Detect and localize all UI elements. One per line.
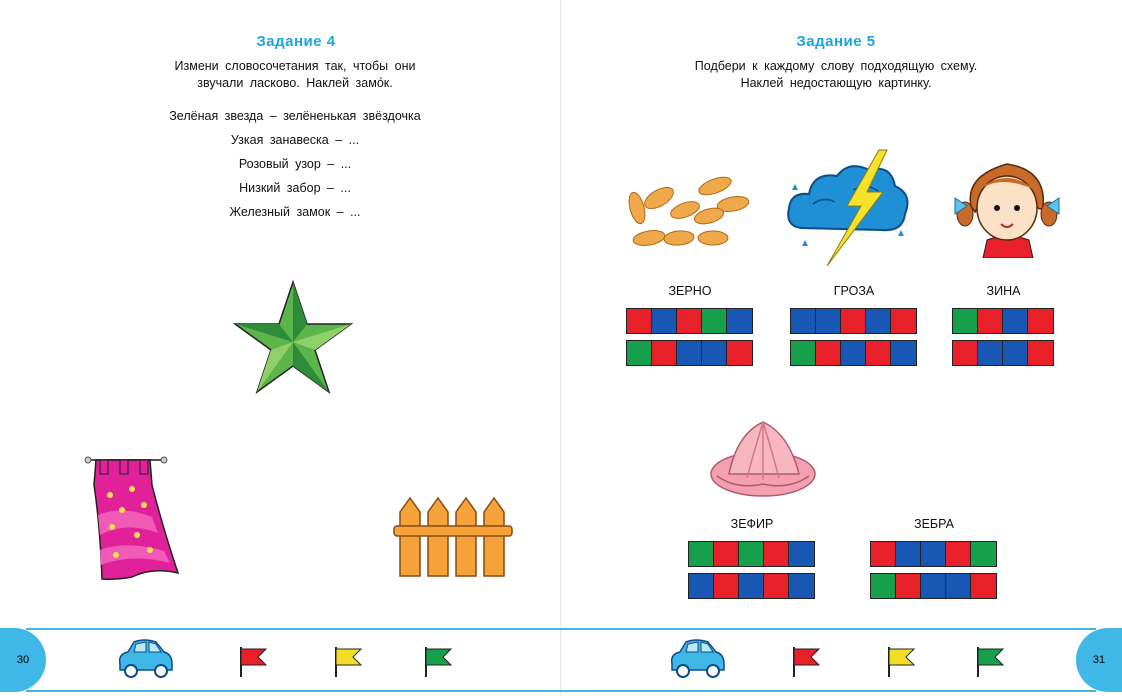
scheme-cell-blue xyxy=(891,341,916,365)
scheme-cell-blue xyxy=(866,309,891,333)
girl-icon[interactable] xyxy=(951,156,1063,258)
scheme-cell-red xyxy=(971,574,996,598)
sound-scheme[interactable] xyxy=(870,573,997,599)
green-flag-icon xyxy=(423,645,453,679)
task-5-instruction xyxy=(636,58,1036,92)
scheme-cell-green xyxy=(739,542,764,566)
scheme-cell-blue xyxy=(1003,309,1028,333)
scheme-cell-red xyxy=(896,574,921,598)
scheme-cell-red xyxy=(714,574,739,598)
scheme-cell-blue xyxy=(727,309,752,333)
scheme-cell-red xyxy=(953,341,978,365)
scheme-cell-green xyxy=(971,542,996,566)
scheme-cell-green xyxy=(627,341,652,365)
car-icon xyxy=(114,636,176,680)
word-label: ЗЕФИР xyxy=(730,517,774,531)
scheme-cell-blue xyxy=(677,341,702,365)
fence-icon[interactable] xyxy=(392,492,514,580)
task-5-instruction-line1: Подбери к каждому слову подходящую схему. xyxy=(694,59,978,73)
scheme-cell-blue xyxy=(791,309,816,333)
scheme-cell-blue xyxy=(1003,341,1028,365)
curtain-icon[interactable] xyxy=(82,455,182,583)
page-number-31: 31 xyxy=(1076,628,1122,692)
phrase-item: Узкая занавеска – ... xyxy=(230,133,360,147)
scheme-cell-blue xyxy=(946,574,971,598)
word-label: ЗЕБРА xyxy=(914,517,954,531)
scheme-cell-blue xyxy=(921,574,946,598)
scheme-cell-green xyxy=(791,341,816,365)
scheme-cell-red xyxy=(652,341,677,365)
task-4-instruction-line1: Измени словосочетания так, чтобы они xyxy=(174,59,416,73)
sound-scheme[interactable] xyxy=(870,541,997,567)
scheme-cell-red xyxy=(714,542,739,566)
page-number-30: 30 xyxy=(0,628,46,692)
scheme-cell-blue xyxy=(789,542,814,566)
scheme-cell-red xyxy=(1028,341,1053,365)
scheme-cell-red xyxy=(871,542,896,566)
scheme-cell-blue xyxy=(896,542,921,566)
task-4-title: Задание 4 xyxy=(256,33,336,50)
scheme-cell-green xyxy=(702,309,727,333)
grain-icon[interactable] xyxy=(625,172,751,254)
sound-scheme[interactable] xyxy=(790,340,917,366)
scheme-cell-blue xyxy=(739,574,764,598)
sound-scheme[interactable] xyxy=(790,308,917,334)
scheme-cell-red xyxy=(627,309,652,333)
scheme-cell-red xyxy=(1028,309,1053,333)
scheme-cell-red xyxy=(946,542,971,566)
word-label: ЗИНА xyxy=(986,284,1021,298)
scheme-cell-blue xyxy=(652,309,677,333)
phrase-item: Зелёная звезда – зелёненькая звёздочка xyxy=(169,109,421,123)
scheme-cell-red xyxy=(764,574,789,598)
phrase-item: Железный замок – ... xyxy=(229,205,361,219)
phrase-item: Розовый узор – ... xyxy=(238,157,352,171)
word-label: ГРОЗА xyxy=(833,284,875,298)
scheme-cell-green xyxy=(689,542,714,566)
scheme-cell-red xyxy=(764,542,789,566)
task-5-title: Задание 5 xyxy=(796,33,876,50)
red-flag-icon xyxy=(791,645,821,679)
sound-scheme[interactable] xyxy=(688,573,815,599)
scheme-cell-red xyxy=(727,341,752,365)
car-icon xyxy=(666,636,728,680)
scheme-cell-blue xyxy=(789,574,814,598)
sound-scheme[interactable] xyxy=(688,541,815,567)
scheme-cell-red xyxy=(978,309,1003,333)
sound-scheme[interactable] xyxy=(626,308,753,334)
thundercloud-icon[interactable] xyxy=(783,148,915,268)
star-icon[interactable] xyxy=(232,280,354,395)
scheme-cell-blue xyxy=(702,341,727,365)
task-4-instruction-line2: звучали ласково. Наклей замóк. xyxy=(197,76,393,90)
yellow-flag-icon xyxy=(886,645,916,679)
green-flag-icon xyxy=(975,645,1005,679)
scheme-cell-blue xyxy=(689,574,714,598)
scheme-cell-blue xyxy=(978,341,1003,365)
scheme-cell-red xyxy=(841,309,866,333)
scheme-cell-red xyxy=(866,341,891,365)
task-4-instruction xyxy=(120,58,470,92)
red-flag-icon xyxy=(238,645,268,679)
scheme-cell-blue xyxy=(841,341,866,365)
sound-scheme[interactable] xyxy=(952,308,1054,334)
word-label: ЗЕРНО xyxy=(668,284,712,298)
scheme-cell-green xyxy=(871,574,896,598)
phrase-item: Низкий забор – ... xyxy=(239,181,351,195)
scheme-cell-red xyxy=(677,309,702,333)
scheme-cell-red xyxy=(891,309,916,333)
sound-scheme[interactable] xyxy=(626,340,753,366)
sound-scheme[interactable] xyxy=(952,340,1054,366)
footer-band xyxy=(26,628,1096,692)
task-5-instruction-line2: Наклей недостающую картинку. xyxy=(740,76,932,90)
scheme-cell-blue xyxy=(921,542,946,566)
scheme-cell-red xyxy=(816,341,841,365)
meringue-icon[interactable] xyxy=(707,418,819,498)
yellow-flag-icon xyxy=(333,645,363,679)
scheme-cell-green xyxy=(953,309,978,333)
scheme-cell-blue xyxy=(816,309,841,333)
